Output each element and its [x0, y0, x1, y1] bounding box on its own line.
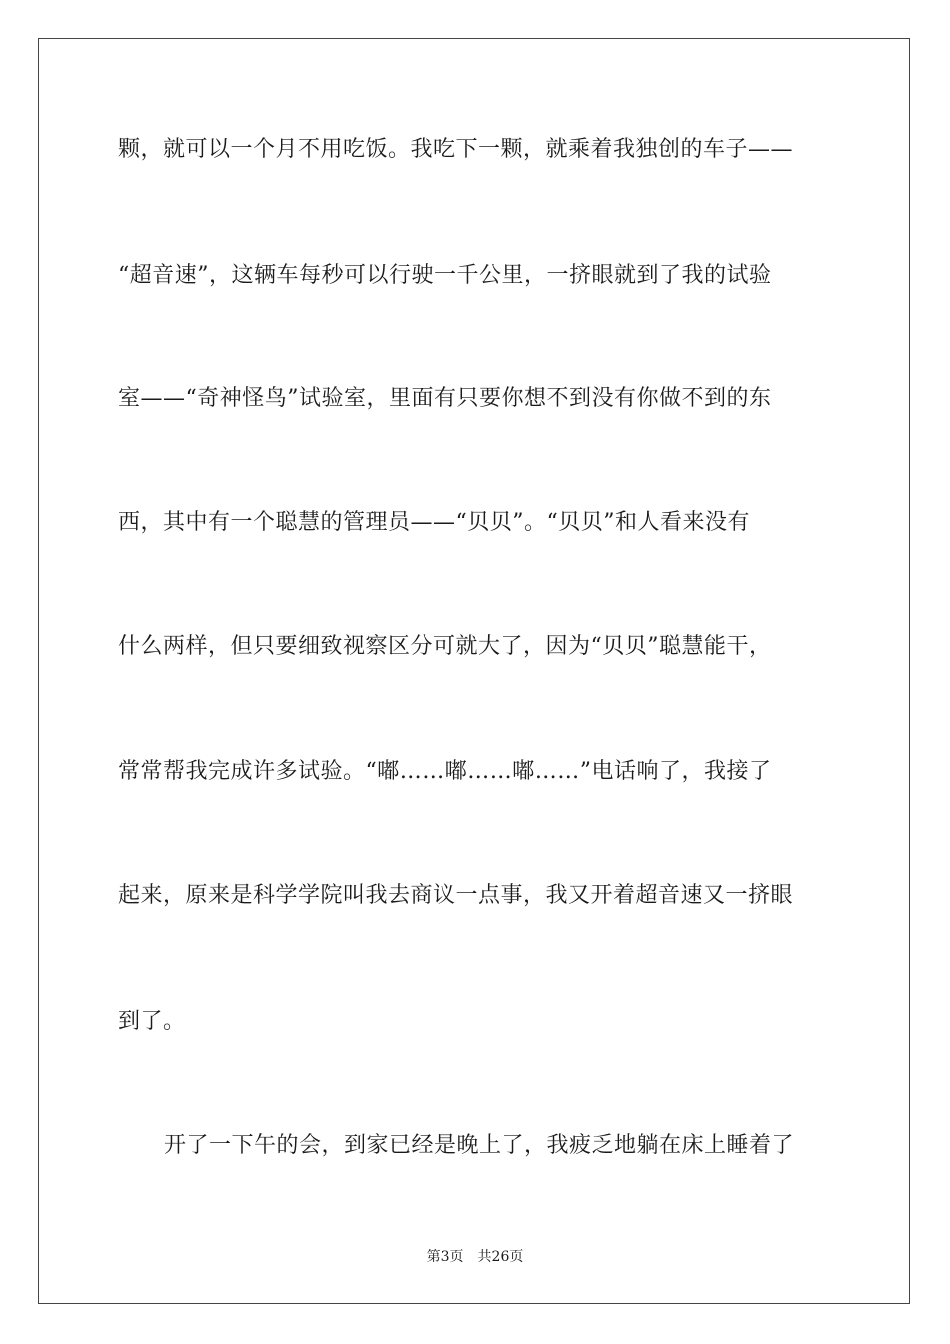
- paragraph-first-line: 开了一下午的会，到家已经是晚上了，我疲乏地躺在床上睡着了: [164, 1133, 795, 1158]
- text-line: 常常帮我完成许多试验。“嘟……嘟……嘟……”电话响了，我接了: [118, 759, 772, 784]
- text-line: 到了。: [118, 1009, 186, 1034]
- page-border: [38, 38, 910, 1304]
- page-footer: [0, 1248, 950, 1266]
- text-line: 什么两样，但只要细致视察区分可就大了，因为“贝贝”聪慧能干，: [118, 634, 772, 659]
- page-number: 第3页: [426, 1249, 464, 1265]
- text-line: “超音速”，这辆车每秒可以行驶一千公里，一挤眼就到了我的试验: [118, 263, 772, 288]
- text-line: 室——“奇神怪鸟”试验室，里面有只要你想不到没有你做不到的东: [118, 386, 772, 411]
- text-line: 西，其中有一个聪慧的管理员——“贝贝”。“贝贝”和人看来没有: [118, 510, 750, 535]
- text-line: 起来，原来是科学学院叫我去商议一点事，我又开着超音速又一挤眼: [118, 883, 794, 908]
- text-line: 颗，就可以一个月不用吃饭。我吃下一颗，就乘着我独创的车子——: [118, 137, 794, 162]
- total-pages: 共26页: [477, 1249, 524, 1265]
